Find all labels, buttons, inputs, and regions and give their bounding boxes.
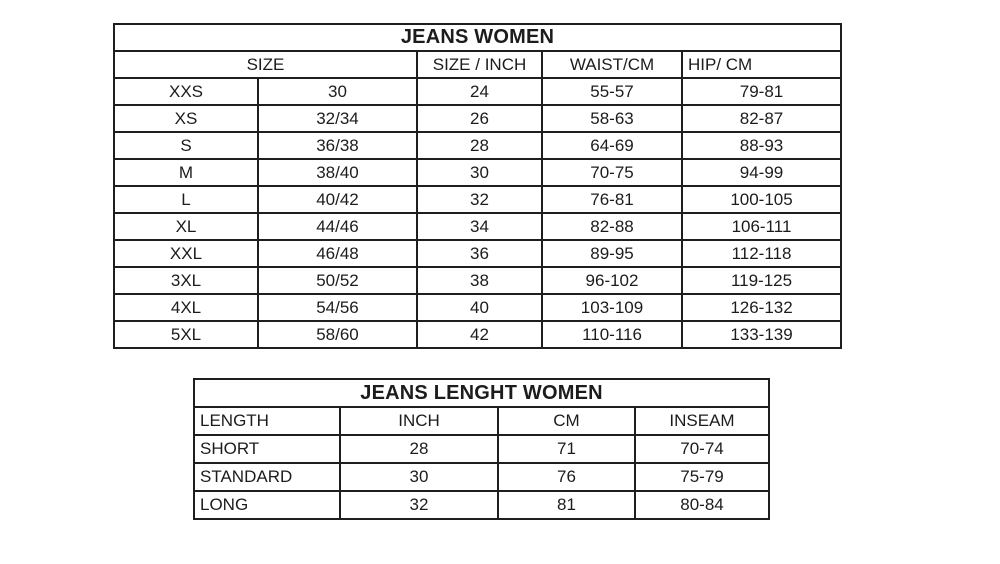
- table-cell: 32: [417, 186, 542, 213]
- table-row: [194, 463, 769, 491]
- table-cell: XXS: [114, 78, 258, 105]
- table-cell: 82-87: [682, 105, 841, 132]
- table-cell: 50/52: [258, 267, 417, 294]
- table-cell: 79-81: [682, 78, 841, 105]
- table-cell: 64-69: [542, 132, 682, 159]
- hip-cm-header: HIP/ CM: [682, 51, 841, 78]
- jeans-women-size-table: [113, 23, 842, 349]
- table-cell: 110-116: [542, 321, 682, 348]
- table-cell: 38: [417, 267, 542, 294]
- table-cell: 28: [417, 132, 542, 159]
- length-header: LENGTH: [194, 407, 340, 435]
- table-cell: 30: [258, 78, 417, 105]
- table-cell: 54/56: [258, 294, 417, 321]
- table-cell: 94-99: [682, 159, 841, 186]
- table-row: [114, 186, 841, 213]
- table-cell: 80-84: [635, 491, 769, 519]
- table-cell: 100-105: [682, 186, 841, 213]
- table-cell: 32/34: [258, 105, 417, 132]
- table-cell: 38/40: [258, 159, 417, 186]
- table-row: [114, 267, 841, 294]
- length-table-title-row: [194, 379, 769, 407]
- table-cell: 28: [340, 435, 498, 463]
- table-cell: M: [114, 159, 258, 186]
- table-cell: 70-74: [635, 435, 769, 463]
- table-cell: STANDARD: [194, 463, 340, 491]
- table-cell: 58/60: [258, 321, 417, 348]
- table-cell: 55-57: [542, 78, 682, 105]
- jeans-length-table: [193, 378, 770, 520]
- size-table-title-row: [114, 24, 841, 51]
- table-cell: 112-118: [682, 240, 841, 267]
- table-cell: XXL: [114, 240, 258, 267]
- table-cell: SHORT: [194, 435, 340, 463]
- cm-header: CM: [498, 407, 635, 435]
- table-cell: 30: [417, 159, 542, 186]
- table-cell: 126-132: [682, 294, 841, 321]
- table-row: [114, 78, 841, 105]
- table-cell: 76: [498, 463, 635, 491]
- table-cell: 75-79: [635, 463, 769, 491]
- table-cell: 46/48: [258, 240, 417, 267]
- table-cell: 70-75: [542, 159, 682, 186]
- table-cell: S: [114, 132, 258, 159]
- table-row: [194, 435, 769, 463]
- table-cell: 5XL: [114, 321, 258, 348]
- table-cell: L: [114, 186, 258, 213]
- size-table-header-row: [114, 51, 841, 78]
- table-cell: 71: [498, 435, 635, 463]
- table-cell: 119-125: [682, 267, 841, 294]
- table-cell: 42: [417, 321, 542, 348]
- size-table-body: [114, 78, 841, 348]
- table-cell: LONG: [194, 491, 340, 519]
- table-row: [114, 213, 841, 240]
- table-cell: XL: [114, 213, 258, 240]
- table-row: [194, 491, 769, 519]
- table-row: [114, 159, 841, 186]
- table-cell: XS: [114, 105, 258, 132]
- table-cell: 133-139: [682, 321, 841, 348]
- length-table-body: [194, 435, 769, 519]
- table-row: [114, 105, 841, 132]
- table-row: [114, 321, 841, 348]
- size-table-title: JEANS WOMEN: [114, 24, 841, 51]
- length-table-header-row: [194, 407, 769, 435]
- table-cell: 96-102: [542, 267, 682, 294]
- table-cell: 76-81: [542, 186, 682, 213]
- table-cell: 81: [498, 491, 635, 519]
- table-row: [114, 294, 841, 321]
- waist-cm-header: WAIST/CM: [542, 51, 682, 78]
- table-cell: 103-109: [542, 294, 682, 321]
- table-row: [114, 240, 841, 267]
- inseam-header: INSEAM: [635, 407, 769, 435]
- table-cell: 4XL: [114, 294, 258, 321]
- table-cell: 40: [417, 294, 542, 321]
- table-cell: 106-111: [682, 213, 841, 240]
- table-cell: 89-95: [542, 240, 682, 267]
- size-header: SIZE: [114, 51, 417, 78]
- table-cell: 32: [340, 491, 498, 519]
- table-row: [114, 132, 841, 159]
- table-cell: 36/38: [258, 132, 417, 159]
- table-cell: 26: [417, 105, 542, 132]
- table-cell: 34: [417, 213, 542, 240]
- table-cell: 88-93: [682, 132, 841, 159]
- table-cell: 58-63: [542, 105, 682, 132]
- table-cell: 36: [417, 240, 542, 267]
- table-cell: 44/46: [258, 213, 417, 240]
- inch-header: INCH: [340, 407, 498, 435]
- table-cell: 82-88: [542, 213, 682, 240]
- length-table-title: JEANS LENGHT WOMEN: [194, 379, 769, 407]
- table-cell: 30: [340, 463, 498, 491]
- size-inch-header: SIZE / INCH: [417, 51, 542, 78]
- table-cell: 3XL: [114, 267, 258, 294]
- table-cell: 40/42: [258, 186, 417, 213]
- table-cell: 24: [417, 78, 542, 105]
